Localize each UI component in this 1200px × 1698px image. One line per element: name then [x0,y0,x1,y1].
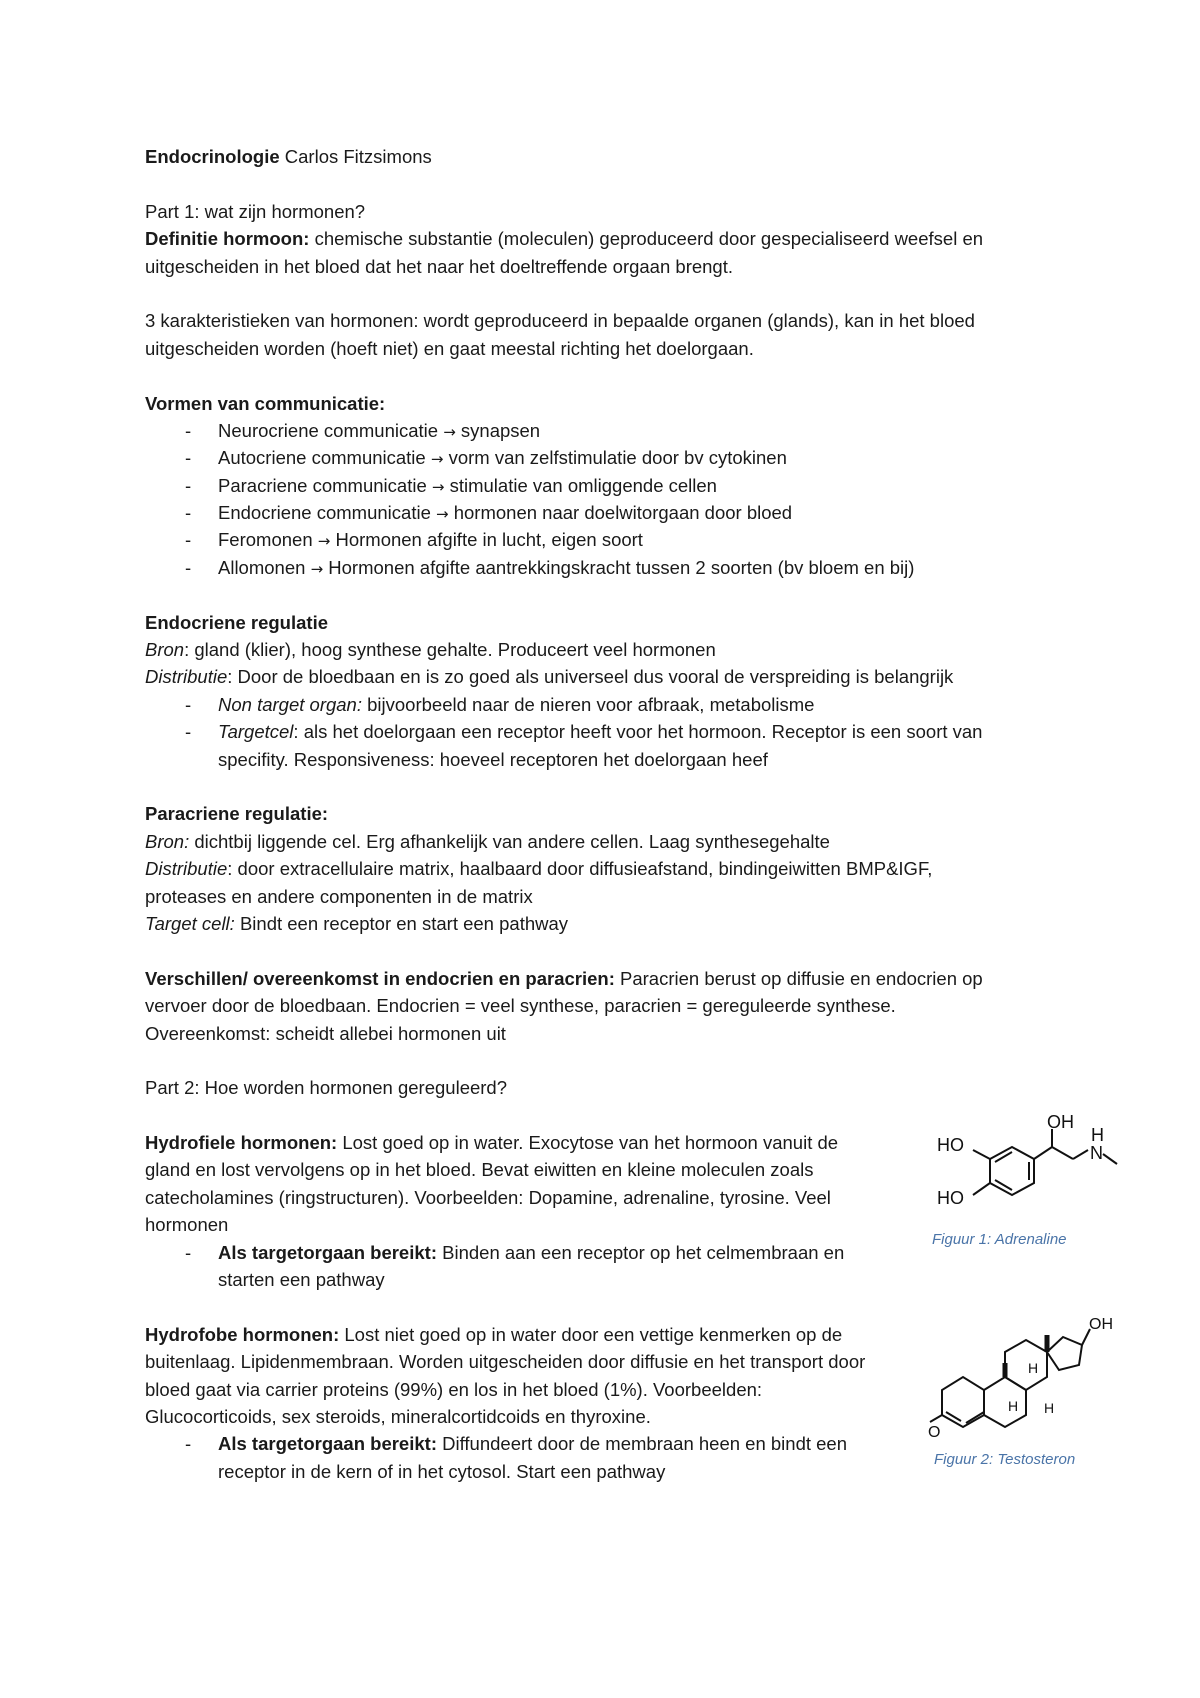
h-label: H [1044,1400,1055,1416]
part1-heading: Part 1: wat zijn hormonen? [145,200,366,222]
definition-line: Definitie hormoon: chemische substantie (moleculen) geproduceerd door gespecialiseerd weefsel en [145,228,984,250]
paracrine-distribution: Distributie: door extracellulaire matrix, haalbaard door diffusieafstand, bindingeiwitten BMP&IGF, [145,858,933,880]
endocrine-heading: Endocriene regulatie [145,611,328,633]
list-item: - Targetcel: als het doelorgaan een receptor heeft voor het hormoon. Receptor is een soort van [185,721,983,743]
paracrine-source: Bron: dichtbij liggende cel. Erg afhankelijk van andere cellen. Laag synthesegehalte [145,830,830,852]
definition-line: uitgescheiden in het bloed dat het naar het doeltreffende orgaan brengt. [145,255,733,277]
list-item-continuation: starten een pathway [218,1269,385,1291]
testosterone-structure [928,1315,1113,1441]
list-item: - Autocriene communicatie → vorm van zelfstimulatie door bv cytokinen [185,447,787,469]
list-item-continuation: specifity. Responsiveness: hoeveel receptoren het doelorgaan heef [218,748,768,770]
list-item: - Feromonen → Hormonen afgifte in lucht, eigen soort [185,529,643,551]
list-item: - Non target organ: bijvoorbeeld naar de nieren voor afbraak, metabolisme [185,693,815,715]
arrow-icon: → [317,532,331,551]
arrow-icon: → [436,505,449,524]
hydrophilic-paragraph: gland en lost vervolgens op in het bloed. Bevat eiwitten en kleine moleculen zoals [145,1159,814,1181]
figure1-caption: Figuur 1: Adrenaline [932,1231,1067,1248]
arrow-icon: → [310,559,324,578]
adrenaline-structure [935,1112,1135,1237]
h-label: H [1091,1125,1104,1145]
h-label: H [1008,1398,1019,1414]
paracrine-distribution: proteases en andere componenten in de matrix [145,885,533,907]
differences-paragraph: vervoer door de bloedbaan. Endocrien = veel synthese, paracrien = gereguleerde synthese. [145,995,896,1017]
hydrophobic-paragraph: bloed gaat via carrier proteins (99%) en los in het bloed (1%). Voorbeelden: [145,1378,763,1400]
figure2-caption: Figuur 2: Testosteron [934,1451,1076,1468]
ho-label: HO [937,1188,964,1208]
n-label: N [1090,1143,1103,1163]
list-item: - Allomonen → Hormonen afgifte aantrekkingskracht tussen 2 soorten (bv bloem en bij) [185,556,915,578]
list-item: - Als targetorgaan bereikt: Binden aan een receptor op het celmembraan en [185,1241,845,1263]
list-item-continuation: receptor in de kern of in het cytosol. Start een pathway [218,1460,666,1482]
arrow-icon: → [430,450,444,469]
h-label: H [1028,1360,1039,1376]
endocrine-source: Bron: gland (klier), hoog synthese gehalte. Produceert veel hormonen [145,639,716,661]
differences-paragraph: Overeenkomst: scheidt allebei hormonen uit [145,1022,506,1044]
hydrophobic-paragraph: Glucocorticoids, sex steroids, mineralcortidcoids en thyroxine. [145,1405,651,1427]
endocrine-distribution: Distributie: Door de bloedbaan en is zo goed als universeel dus vooral de verspreiding is belangrijk [145,666,954,688]
characteristics-line: 3 karakteristieken van hormonen: wordt geproduceerd in bepaalde organen (glands), kan in het bloed [145,310,975,332]
paracrine-heading: Paracriene regulatie: [145,803,329,825]
hydrophilic-paragraph: Hydrofiele hormonen: Lost goed op in water. Exocytose van het hormoon vanuit de [145,1132,839,1154]
paracrine-target: Target cell: Bindt een receptor en start een pathway [145,912,569,934]
list-item: - Neurocriene communicatie → synapsen [185,419,541,441]
ho-label: HO [937,1135,964,1155]
hydrophobic-paragraph: Hydrofobe hormonen: Lost niet goed op in water door een vettige kenmerken op de [145,1323,843,1345]
list-item: - Endocriene communicatie → hormonen naar doelwitorgaan door bloed [185,502,793,524]
part2-heading: Part 2: Hoe worden hormonen gereguleerd? [145,1077,508,1099]
arrow-icon: → [443,422,456,441]
document-body [145,143,1085,1485]
hydrophilic-paragraph: catecholamines (ringstructuren). Voorbeelden: Dopamine, adrenaline, tyrosine. Veel [145,1186,831,1208]
differences-paragraph: Verschillen/ overeenkomst in endocrien en paracrien: Paracrien berust op diffusie en endocrien op [145,967,983,989]
list-item: - Paracriene communicatie → stimulatie van omliggende cellen [185,474,717,496]
document-title: Endocrinologie Carlos Fitzsimons [145,146,432,167]
communication-heading: Vormen van communicatie: [145,392,386,414]
hydrophilic-paragraph: hormonen [145,1214,229,1236]
hydrophobic-paragraph: buitenlaag. Lipidenmembraan. Worden uitgescheiden door diffusie en het transport door [145,1351,866,1373]
list-item: - Als targetorgaan bereikt: Diffundeert door de membraan heen en bindt een [185,1433,848,1455]
oh-label: OH [1047,1112,1074,1132]
arrow-icon: → [431,477,445,496]
o-label: O [928,1424,941,1441]
oh-label: OH [1089,1316,1113,1333]
characteristics-line: uitgescheiden worden (hoeft niet) en gaat meestal richting het doelorgaan. [145,337,754,359]
